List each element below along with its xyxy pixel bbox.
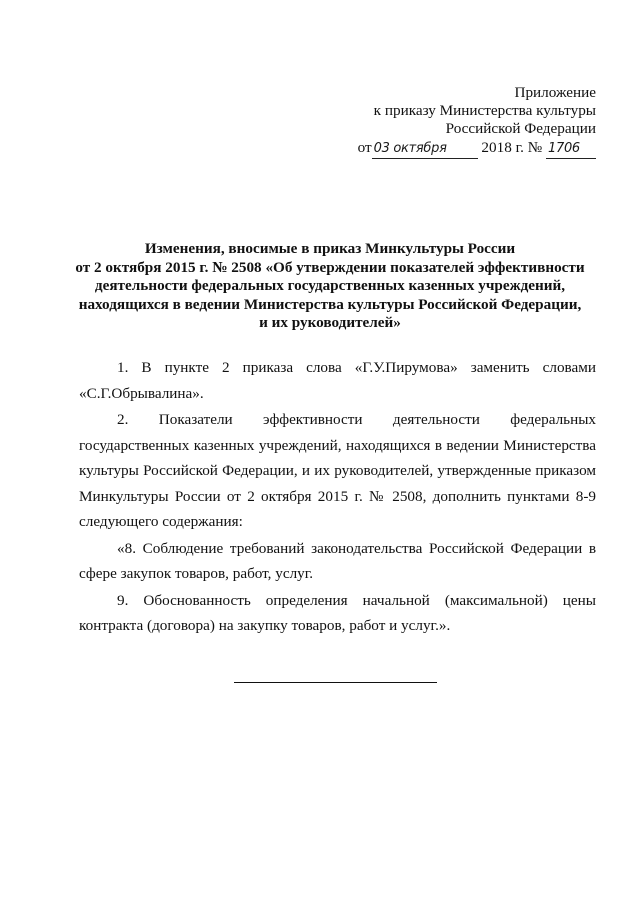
title-line-1: Изменения, вносимые в приказ Минкультуры России [144, 240, 516, 257]
paragraph-2: 2. Показатели эффективности деятельности федеральных государственных казенных учреждений, находящихся в ведении Министерства культуры Российской Федерации, и их руководителей, утвержденные приказом Минкультуры России от 2 октября 2015 г. № 2508, дополнить пунктами 8-9 следующего содержания: [79, 411, 596, 530]
paragraph-3: «8. Соблюдение требований законодательства Российской Федерации в сфере закупок товаров, работ, услуг. [79, 539, 596, 582]
document-title [60, 240, 600, 333]
document-body [79, 355, 596, 640]
date-prefix: от [357, 139, 372, 156]
appendix-order-ref: к приказу Министерства культуры [373, 102, 596, 119]
appendix-label: Приложение [514, 84, 596, 101]
closing-divider [234, 682, 437, 683]
title-line-4: находящихся в ведении Министерства культуры Российской Федерации, [78, 295, 582, 313]
appendix-country: Российской Федерации [445, 120, 596, 137]
handwritten-order-number: 1706 [546, 140, 596, 159]
paragraph-1: 1. В пункте 2 приказа слова «Г.У.Пирумова» заменить словами «С.Г.Обрывалина». [79, 359, 596, 402]
order-date-line [358, 139, 596, 159]
appendix-header [358, 84, 596, 159]
title-line-3: деятельности федеральных государственных казенных учреждений, [94, 277, 566, 294]
handwritten-date: 03 октября [372, 140, 478, 159]
title-line-5: и их руководителей» [259, 314, 401, 331]
year-number-label: 2018 г. № [481, 139, 543, 156]
title-line-2: от 2 октября 2015 г. № 2508 «Об утверждении показателей эффективности [75, 258, 585, 276]
paragraph-4: 9. Обоснованность определения начальной (максимальной) цены контракта (договора) на закупку товаров, работ и услуг.». [79, 591, 596, 634]
